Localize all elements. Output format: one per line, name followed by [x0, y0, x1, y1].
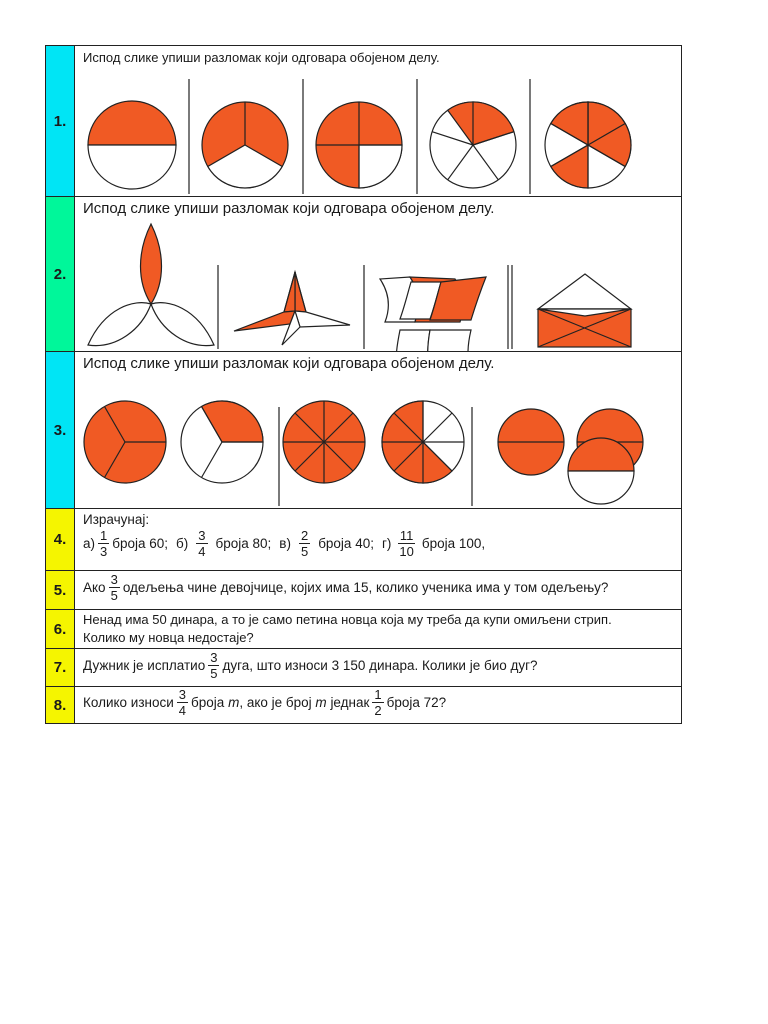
- task-heading: Израчунај:: [83, 512, 150, 527]
- circle-halves-figure: [88, 101, 176, 189]
- circle-fifths-figure: [430, 102, 516, 188]
- three-petal-figure: [88, 224, 214, 346]
- task-row-3: [46, 352, 681, 509]
- task-number: 5.: [46, 571, 75, 609]
- task-content: [75, 197, 681, 351]
- three-circles-figure: [498, 409, 643, 504]
- task-content: [75, 649, 681, 686]
- task-row-4: [46, 509, 681, 571]
- task-content: [75, 509, 681, 570]
- task-number: 1.: [46, 46, 75, 196]
- circle-thirds-figure: [202, 102, 288, 188]
- circle-quarters-figure: [316, 102, 402, 188]
- star-figure: [234, 272, 350, 345]
- circle-thirds-full-figure: [84, 401, 166, 483]
- circle-sixths-figure: [545, 102, 631, 188]
- task-instruction: Испод слике упиши разломак који одговара обојеном делу.: [83, 355, 495, 372]
- circle-thirds-figure: [181, 401, 263, 483]
- task-content: [75, 352, 681, 508]
- task-text: Ако $\frac{3}{5}$ одељења чине девојчице, којих има 15, колико ученика има у том одељењу?: [83, 572, 609, 603]
- task-number: 6.: [46, 610, 75, 648]
- task-instruction: Испод слике упиши разломак који одговара обојеном делу.: [83, 200, 495, 217]
- fraction-figures-row-3: [75, 352, 683, 508]
- task-content: [75, 610, 681, 648]
- task-items: [83, 529, 485, 558]
- item-a: а) $\frac{1}{3}$ броја 60;: [83, 528, 169, 559]
- task-row-2: [46, 197, 681, 352]
- task-content: [75, 46, 681, 196]
- task-row-1: [46, 46, 681, 197]
- envelope-figure: [538, 274, 631, 347]
- task-row-6: [46, 610, 681, 649]
- task-content: [75, 571, 681, 609]
- task-instruction: Испод слике упиши разломак који одговара обојеном делу.: [83, 50, 440, 65]
- task-row-8: [46, 687, 681, 723]
- task-text-line-1: Ненад има 50 динара, а то је само петина новца која му треба да купи омиљени стрип.: [83, 612, 612, 627]
- task-number: 2.: [46, 197, 75, 351]
- circle-eighths-figure: [382, 401, 464, 483]
- task-row-5: [46, 571, 681, 610]
- worksheet-table: [45, 45, 682, 724]
- fraction-figures-row-1: [75, 46, 683, 196]
- task-text: Дужник је исплатио $\frac{3}{5}$ дуга, што износи 3 150 динара. Колики је био дуг?: [83, 650, 538, 681]
- task-content: [75, 687, 681, 723]
- item-b: б) $\frac{3}{4}$ броја 80;: [176, 528, 272, 559]
- task-number: 4.: [46, 509, 75, 570]
- item-c: в) $\frac{2}{5}$ броја 40;: [279, 528, 374, 559]
- wavy-grid-figure: [380, 277, 486, 351]
- item-d: г) $\frac{11}{10}$ броја 100,: [381, 528, 486, 559]
- task-number: 7.: [46, 649, 75, 686]
- fraction-figures-row-2: [75, 197, 683, 351]
- task-number: 8.: [46, 687, 75, 723]
- task-text: Колико износи $\frac{3}{4}$ броја m , ако је број m једнак $\frac{1}{2}$ броја 72?: [83, 687, 447, 718]
- task-text-line-2: Колико му новца недостаје?: [83, 630, 254, 645]
- task-row-7: [46, 649, 681, 687]
- task-number: 3.: [46, 352, 75, 508]
- circle-eighths-full-figure: [283, 401, 365, 483]
